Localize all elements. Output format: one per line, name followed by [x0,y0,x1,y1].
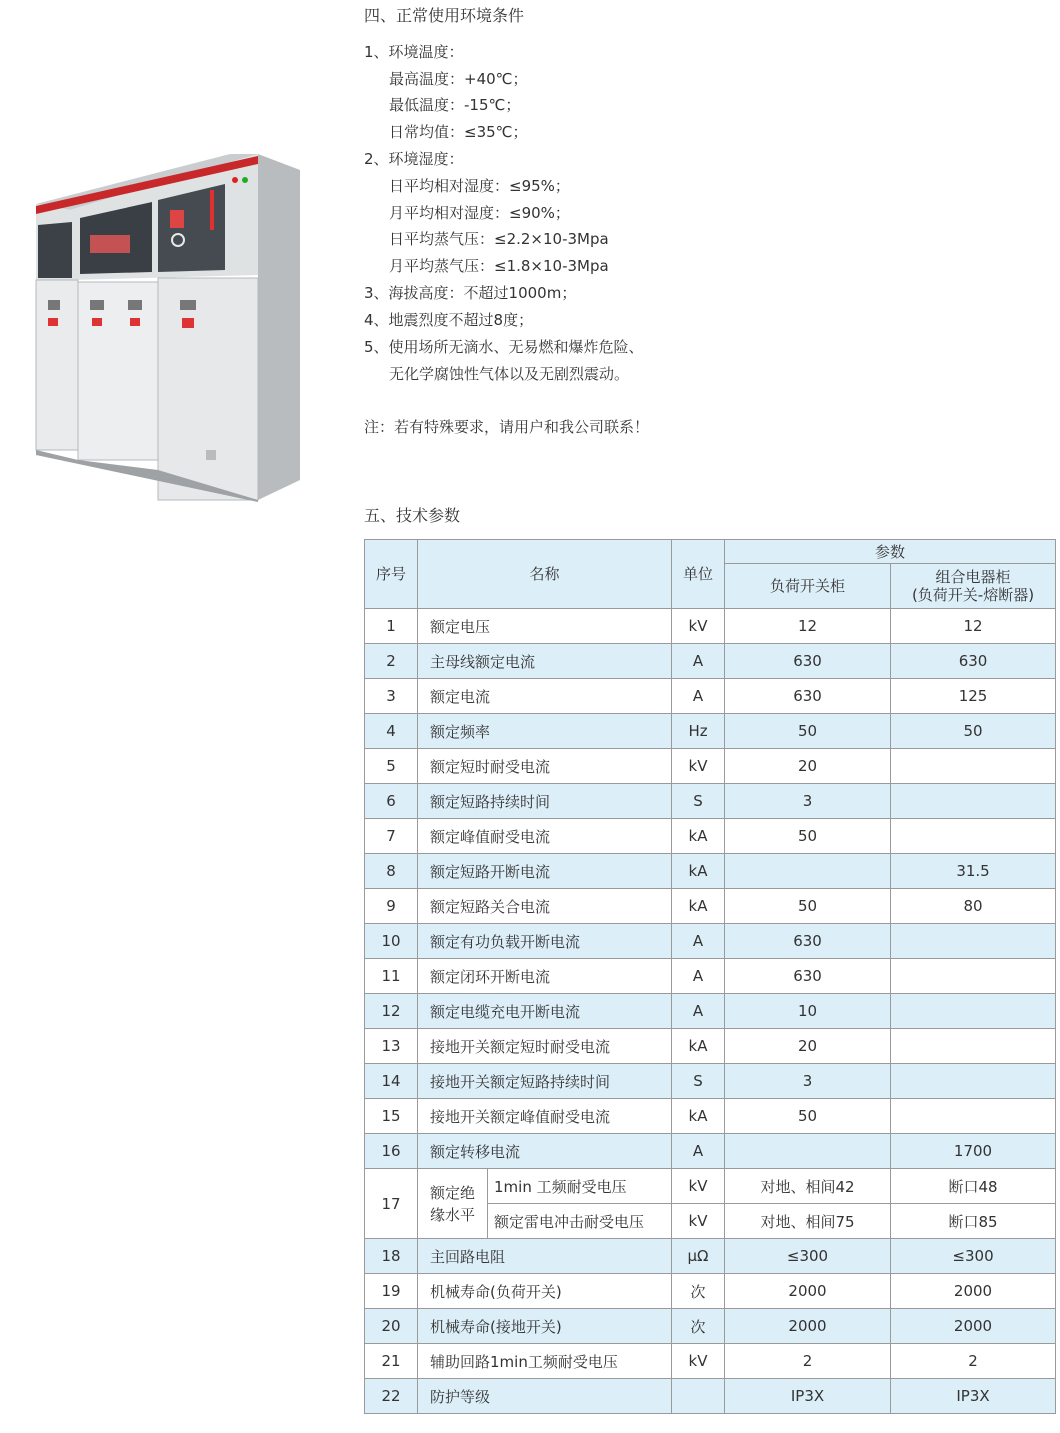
row-load-switch-value: 2 [725,1344,891,1379]
row-name-cell: 额定短路关合电流 [418,889,672,924]
row-name-cell: 主回路电阻 [418,1239,672,1274]
table-row [365,889,1056,924]
condition-line: 无化学腐蚀性气体以及无剧烈震动。 [389,365,630,383]
condition-line: 最高温度：+40℃； [389,70,528,88]
table-row [365,1239,1056,1274]
row-number-cell: 10 [365,924,418,959]
row-number-cell: 14 [365,1064,418,1099]
row-number-cell: 12 [365,994,418,1029]
row-combined-value: 80 [891,889,1056,924]
row-combined-value [891,749,1056,784]
row-load-switch-value: 50 [725,819,891,854]
condition-line: 日常均值：≤35℃； [389,123,528,141]
row-number-cell: 4 [365,714,418,749]
table-row [365,1099,1056,1134]
row-unit-cell: kA [672,854,725,889]
row-unit-cell: kA [672,889,725,924]
row-unit-cell: kA [672,1029,725,1064]
row-unit-cell: kV [672,609,725,644]
row-unit-cell [672,1379,725,1414]
condition-line: 月平均相对湿度：≤90%； [389,204,570,222]
row-load-switch-value: 630 [725,959,891,994]
row-name-cell: 机械寿命(负荷开关) [418,1274,672,1309]
row-name-cell: 额定短路持续时间 [418,784,672,819]
row-name-cell: 额定电压 [418,609,672,644]
condition-line: 3、海拔高度：不超过1000m； [364,284,577,302]
row-load-switch-value: 20 [725,749,891,784]
table-row [365,1274,1056,1309]
row-name-cell: 额定短时耐受电流 [418,749,672,784]
row-unit-cell: Hz [672,714,725,749]
row-unit-cell: kV [672,749,725,784]
row-load-switch-value: 50 [725,714,891,749]
condition-line: 5、使用场所无滴水、无易燃和爆炸危险、 [364,338,644,356]
row-number-cell: 7 [365,819,418,854]
row-load-switch-value: 10 [725,994,891,1029]
row-load-switch-value: 630 [725,644,891,679]
row-combined-value: IP3X [891,1379,1056,1414]
row-number-cell: 19 [365,1274,418,1309]
row-load-switch-value: IP3X [725,1379,891,1414]
row-unit-cell: kV [672,1204,725,1239]
row-name-cell: 额定频率 [418,714,672,749]
row-number-cell: 8 [365,854,418,889]
row-combined-value: 断口85 [891,1204,1056,1239]
row-number-cell: 22 [365,1379,418,1414]
row-name-cell: 额定雷电冲击耐受电压 [488,1204,672,1239]
row-name-cell: 额定有功负载开断电流 [418,924,672,959]
insulation-level-label: 缘水平 [430,1205,476,1224]
row-combined-value: 1700 [891,1134,1056,1169]
table-row [365,784,1056,819]
row-name-cell: 额定闭环开断电流 [418,959,672,994]
row-unit-cell: S [672,784,725,819]
row-number-cell: 11 [365,959,418,994]
table-row [365,1169,1056,1204]
row-load-switch-value: 3 [725,784,891,819]
condition-line: 最低温度：-15℃； [389,96,521,114]
row-unit-cell: kV [672,1344,725,1379]
row-name-cell: 机械寿命(接地开关) [418,1309,672,1344]
row-load-switch-value: 630 [725,679,891,714]
row-combined-value: 125 [891,679,1056,714]
row-load-switch-value: 2000 [725,1309,891,1344]
row-combined-value: 2 [891,1344,1056,1379]
header-name: 名称 [418,540,672,609]
condition-line: 日平均相对湿度：≤95%； [389,177,570,195]
row-unit-cell: 次 [672,1309,725,1344]
condition-line: 2、环境湿度： [364,150,464,168]
row-load-switch-value: 630 [725,924,891,959]
row-load-switch-value: ≤300 [725,1239,891,1274]
row-combined-value: 2000 [891,1274,1056,1309]
header-unit: 单位 [672,540,725,609]
condition-line: 4、地震烈度不超过8度； [364,311,534,329]
technical-parameters-table [364,539,1056,1414]
row-load-switch-value: 2000 [725,1274,891,1309]
row-load-switch-value: 20 [725,1029,891,1064]
row-number-cell: 9 [365,889,418,924]
table-row [365,609,1056,644]
row-load-switch-value: 50 [725,889,891,924]
row-combined-value [891,1064,1056,1099]
table-row [365,1344,1056,1379]
row-name-cell: 接地开关额定短时耐受电流 [418,1029,672,1064]
row-unit-cell: A [672,994,725,1029]
row-number-cell: 5 [365,749,418,784]
section4-title: 四、正常使用环境条件 [364,6,525,25]
row-name-cell: 接地开关额定短路持续时间 [418,1064,672,1099]
insulation-level-group-cell [418,1169,488,1239]
row-combined-value: 630 [891,644,1056,679]
row-unit-cell: S [672,1064,725,1099]
condition-line: 月平均蒸气压：≤1.8×10-3Mpa [389,257,609,275]
table-row [365,924,1056,959]
row-combined-value [891,959,1056,994]
header-combined-line1: 组合电器柜 [935,568,1011,586]
row-load-switch-value: 对地、相间42 [725,1169,891,1204]
row-name-cell: 1min 工频耐受电压 [488,1169,672,1204]
row-load-switch-value: 对地、相间75 [725,1204,891,1239]
table-row [365,1029,1056,1064]
table-header-row [365,540,1056,564]
header-combined-cabinet [891,564,1056,609]
row-number-cell: 13 [365,1029,418,1064]
row-name-cell: 主母线额定电流 [418,644,672,679]
condition-line: 1、环境温度： [364,43,464,61]
row-number-cell: 21 [365,1344,418,1379]
table-row [365,714,1056,749]
table-row [365,644,1056,679]
row-combined-value: 2000 [891,1309,1056,1344]
row-unit-cell: A [672,924,725,959]
row-number-cell: 17 [365,1169,418,1239]
row-number-cell: 6 [365,784,418,819]
row-combined-value: 断口48 [891,1169,1056,1204]
row-unit-cell: A [672,679,725,714]
row-combined-value [891,1099,1056,1134]
table-row [365,959,1056,994]
row-unit-cell: kA [672,1099,725,1134]
row-unit-cell: kV [672,1169,725,1204]
header-load-switch-cabinet: 负荷开关柜 [725,564,891,609]
row-unit-cell: A [672,1134,725,1169]
table-row [365,854,1056,889]
row-load-switch-value [725,1134,891,1169]
table-row [365,819,1056,854]
row-combined-value [891,819,1056,854]
row-name-cell: 额定电缆充电开断电流 [418,994,672,1029]
row-number-cell: 15 [365,1099,418,1134]
row-combined-value [891,994,1056,1029]
row-combined-value: 12 [891,609,1056,644]
row-number-cell: 3 [365,679,418,714]
row-unit-cell: A [672,644,725,679]
switchgear-cabinet-image [30,150,302,502]
contact-note: 注：若有特殊要求，请用户和我公司联系！ [364,418,650,436]
row-combined-value: 50 [891,714,1056,749]
row-unit-cell: A [672,959,725,994]
row-load-switch-value: 50 [725,1099,891,1134]
condition-line: 日平均蒸气压：≤2.2×10-3Mpa [389,230,609,248]
row-number-cell: 1 [365,609,418,644]
section5-title: 五、技术参数 [364,506,461,525]
row-load-switch-value: 3 [725,1064,891,1099]
row-name-cell: 额定转移电流 [418,1134,672,1169]
header-combined-line2: (负荷开关-熔断器) [911,586,1035,604]
row-number-cell: 20 [365,1309,418,1344]
row-unit-cell: μΩ [672,1239,725,1274]
row-number-cell: 16 [365,1134,418,1169]
row-combined-value: 31.5 [891,854,1056,889]
table-row [365,1134,1056,1169]
table-row [365,1064,1056,1099]
table-row [365,1309,1056,1344]
row-name-cell: 接地开关额定峰值耐受电流 [418,1099,672,1134]
row-unit-cell: 次 [672,1274,725,1309]
row-load-switch-value: 12 [725,609,891,644]
table-row [365,1379,1056,1414]
row-number-cell: 2 [365,644,418,679]
row-name-cell: 防护等级 [418,1379,672,1414]
row-name-cell: 额定电流 [418,679,672,714]
row-unit-cell: kA [672,819,725,854]
row-combined-value [891,1029,1056,1064]
insulation-level-label: 额定绝 [430,1183,476,1202]
row-load-switch-value [725,854,891,889]
table-row [365,994,1056,1029]
row-name-cell: 辅助回路1min工频耐受电压 [418,1344,672,1379]
row-combined-value [891,924,1056,959]
row-name-cell: 额定峰值耐受电流 [418,819,672,854]
table-row [365,679,1056,714]
header-params: 参数 [725,540,1056,564]
table-row [365,749,1056,784]
row-combined-value [891,784,1056,819]
row-combined-value: ≤300 [891,1239,1056,1274]
row-name-cell: 额定短路开断电流 [418,854,672,889]
header-no: 序号 [365,540,418,609]
row-number-cell: 18 [365,1239,418,1274]
